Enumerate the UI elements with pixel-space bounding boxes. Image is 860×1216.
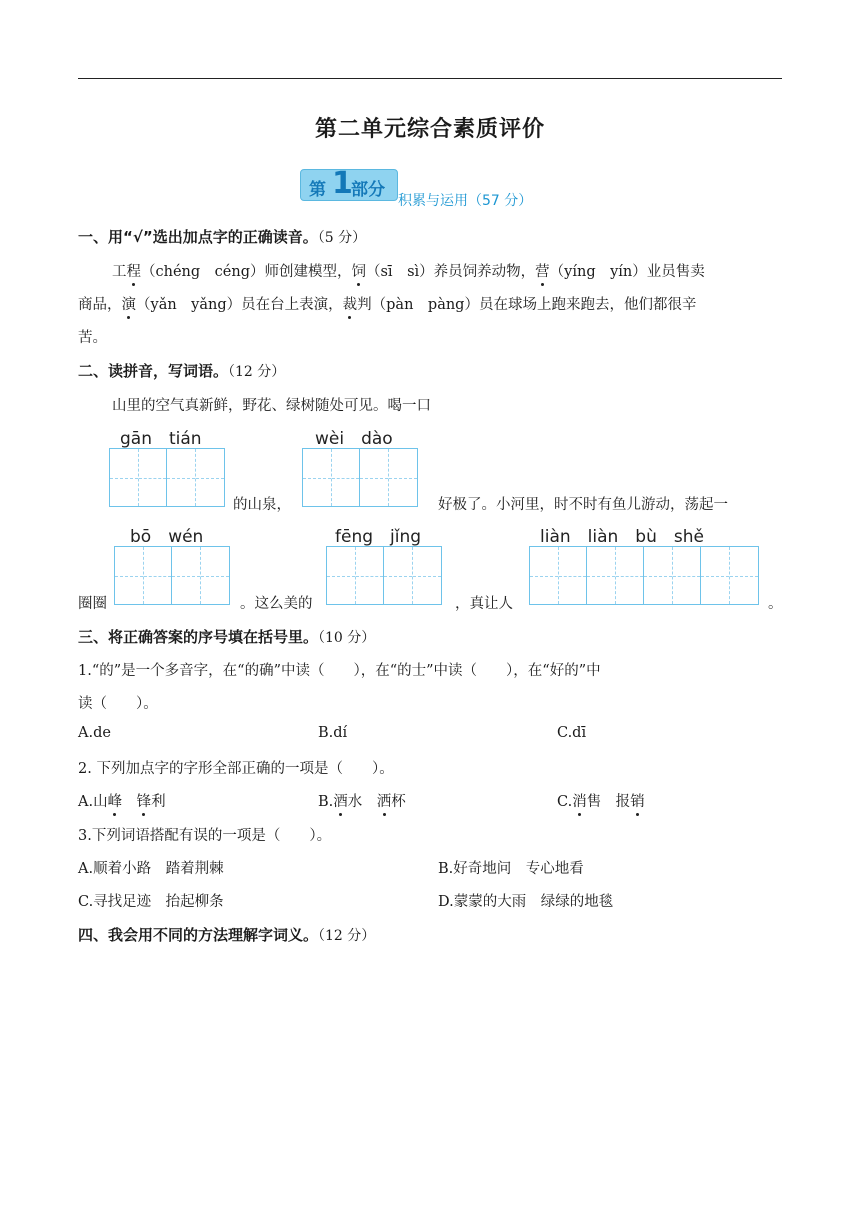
write-grid-4[interactable]: [326, 546, 442, 605]
text-run: （chéng céng）师创建模型，: [141, 264, 352, 280]
part-badge: [300, 166, 398, 201]
header-rule: [78, 78, 782, 79]
section2-points: （12 分）: [228, 364, 286, 380]
pinyin-wei-dao: wèi dào: [315, 429, 393, 449]
text-run: 利: [151, 794, 166, 810]
text-run: 好极了。小河里，时不时有鱼儿游动，荡起一: [438, 497, 728, 513]
section2-intro: 山里的空气真新鲜，野花、绿树随处可见。喝一口: [112, 398, 431, 414]
section4-points: （12 分）: [318, 928, 376, 944]
dotted-char: 裁: [342, 297, 358, 313]
text-run: 工: [112, 264, 127, 280]
q3-option-a[interactable]: A.顺着小路 踏着荆棘: [78, 861, 224, 877]
section3-heading: [78, 626, 375, 647]
text-run: 商品，: [78, 297, 122, 313]
section1-line1: [112, 260, 705, 281]
q2-option-c[interactable]: [557, 790, 645, 811]
text-run: 。: [768, 596, 783, 612]
q2-option-a[interactable]: [78, 790, 166, 811]
text-run: 杯: [391, 794, 406, 810]
section4-title: 四、我会用不同的方法理解字词义。: [78, 926, 319, 944]
page-title: 第二单元综合素质评价: [314, 117, 545, 142]
write-grid-3[interactable]: [114, 546, 230, 605]
text-run: 判（pàn pàng）员在球场上跑来跑去，他们都很辛: [357, 297, 697, 313]
text-run: B.: [318, 794, 334, 810]
text-run: 的山泉，: [233, 497, 291, 513]
dotted-char: 消: [572, 794, 587, 810]
section4-heading: [78, 924, 375, 945]
question-2: 2. 下列加点字的字形全部正确的一项是（ ）。: [78, 761, 394, 777]
text-run: 圈圈: [78, 596, 107, 612]
q3-option-d[interactable]: D.蒙蒙的大雨 绿绿的地毯: [438, 894, 614, 910]
dotted-char: 营: [535, 264, 550, 280]
question-3: 3.下列词语搭配有误的一项是（ ）。: [78, 828, 332, 844]
section1-title: 一、用“√”选出加点字的正确读音。: [78, 228, 318, 246]
write-grid-2[interactable]: [302, 448, 418, 507]
dotted-char: 酒: [333, 794, 348, 810]
section2-heading: [78, 360, 285, 381]
q2-option-b[interactable]: [318, 790, 406, 811]
text-run: 售 报: [586, 794, 631, 810]
text-run: C.: [557, 794, 573, 810]
q3-option-b[interactable]: B.好奇地问 专心地看: [438, 861, 584, 877]
dotted-char: 洒: [376, 794, 392, 810]
q1-option-c[interactable]: C.dī: [557, 725, 587, 741]
question-1-line2: 读（ ）。: [78, 696, 158, 712]
section1-heading: [78, 226, 366, 247]
text-run: （yíng yín）业员售卖: [549, 264, 705, 280]
q1-option-a[interactable]: A.de: [78, 725, 111, 741]
question-1-line1: 1.“的”是一个多音字，在“的确”中读（ ），在“的士”中读（ ），在“好的”中: [78, 663, 601, 679]
pinyin-lian-lian-bu-she: liàn liàn bù shě: [540, 527, 704, 547]
section2-title: 二、读拼音，写词语。: [78, 362, 229, 380]
text-run: （yǎn yǎng）员在台上表演，: [136, 297, 343, 313]
text-run: （sī sì）养员饲养动物，: [365, 264, 536, 280]
pinyin-bo-wen: bō wén: [130, 527, 204, 547]
write-grid-5[interactable]: [529, 546, 759, 605]
write-grid-1[interactable]: [109, 448, 225, 507]
dotted-char: 销: [630, 794, 645, 810]
section3-points: （10 分）: [318, 630, 376, 646]
q3-option-c[interactable]: C.寻找足迹 抬起柳条: [78, 894, 224, 910]
pinyin-gan-tian: gān tián: [120, 429, 202, 449]
pinyin-feng-jing: fēng jǐng: [335, 527, 422, 547]
badge-suffix: 部分: [351, 180, 385, 200]
dotted-char: 程: [126, 264, 141, 280]
dotted-char: 演: [121, 297, 136, 313]
text-run: 水: [347, 794, 377, 810]
badge-number: 1: [332, 166, 353, 201]
section1-line3: 苦。: [78, 330, 107, 346]
dotted-char: 峰: [107, 794, 123, 810]
section1-points: （5 分）: [317, 230, 367, 246]
badge-prefix: 第: [309, 180, 326, 200]
dotted-char: 锋: [136, 794, 152, 810]
dotted-char: 饲: [351, 264, 366, 280]
q1-option-b[interactable]: B.dí: [318, 725, 348, 741]
part-subtitle: 积累与运用（57 分）: [398, 193, 533, 209]
text-run: [122, 794, 137, 810]
text-run: ，真让人: [455, 596, 513, 612]
text-run: 。这么美的: [240, 596, 313, 612]
section1-line2: [78, 293, 696, 314]
text-run: A.山: [78, 794, 108, 810]
section3-title: 三、将正确答案的序号填在括号里。: [78, 628, 319, 646]
